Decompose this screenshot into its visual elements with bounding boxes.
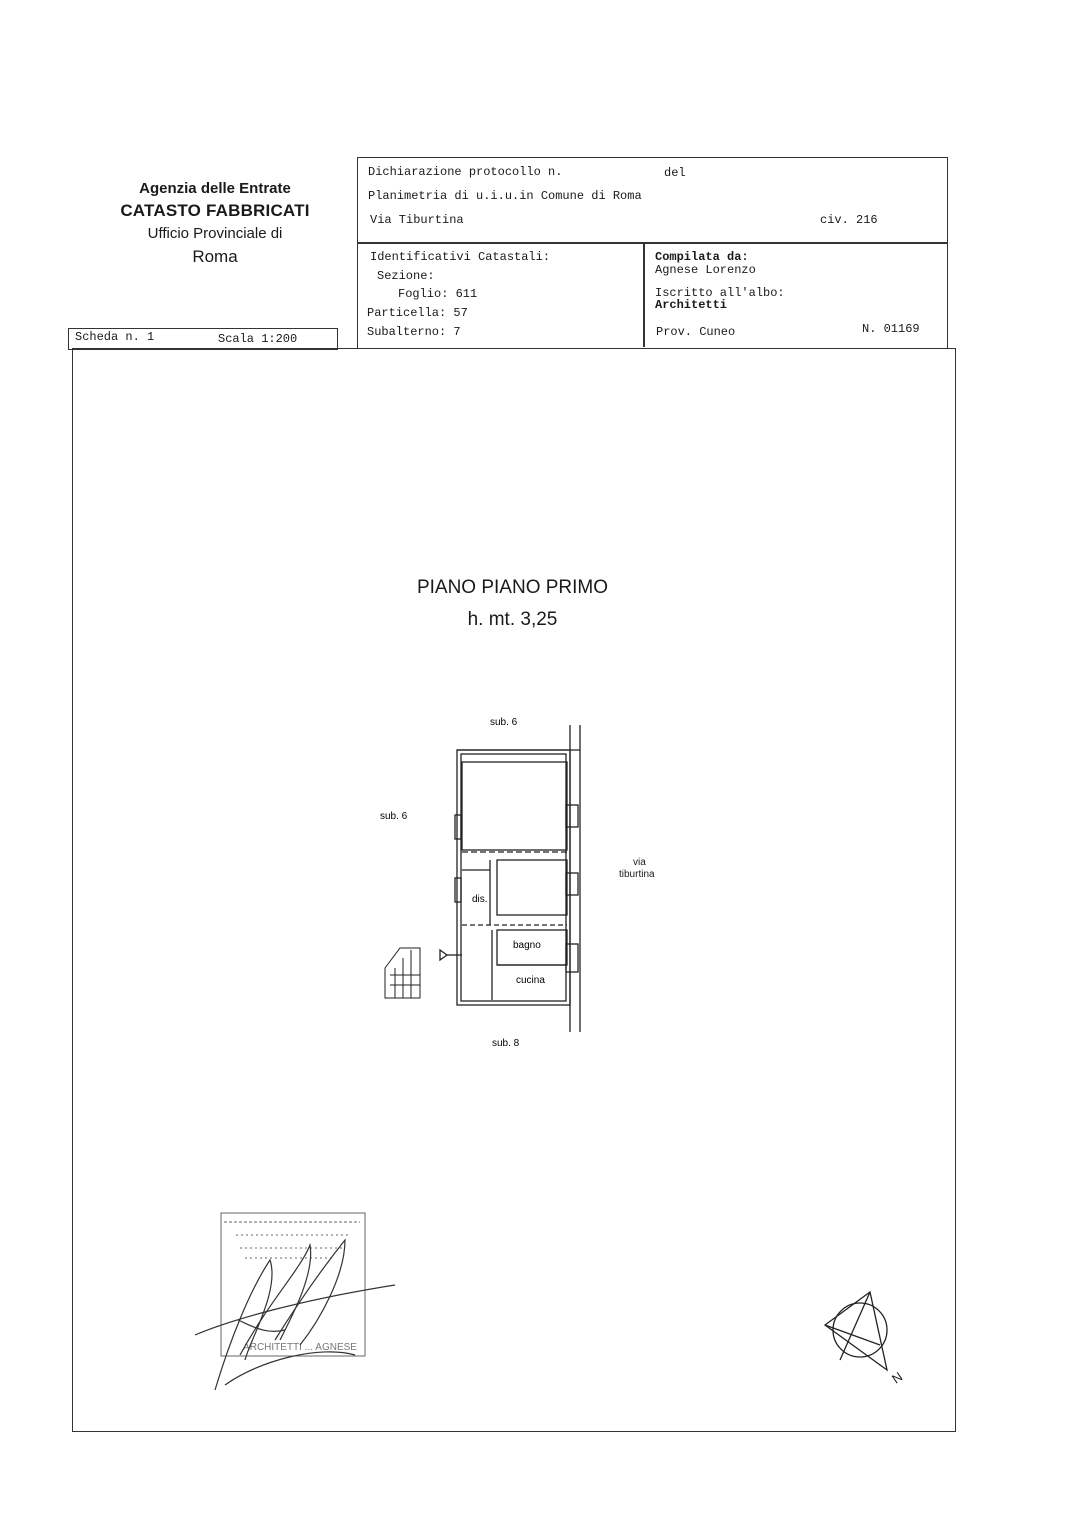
albo: Architetti [655,298,728,312]
label-sub-left: sub. 6 [380,811,408,822]
office-city: Roma [192,247,238,266]
iscritto-label: Iscritto all'albo: [655,286,785,300]
label-cucina: cucina [516,975,545,986]
foglio: Foglio: 611 [398,287,478,301]
label-via: via [633,857,646,868]
civ-number: civ. 216 [820,213,878,227]
planimetria-label: Planimetria di u.i.u.in Comune di Roma [368,189,642,203]
catasto-title: CATASTO FABBRICATI [120,201,310,220]
albo-number: N. 01169 [862,322,920,336]
office-label: Ufficio Provinciale di [147,225,283,242]
scale: Scala 1:200 [218,332,298,346]
floor-plan [370,715,600,1055]
agency-block [95,180,335,267]
dichiarazione-label: Dichiarazione protocollo n. [368,165,563,179]
north-label: N [888,1368,906,1387]
header-divider [357,242,948,244]
label-street: tiburtina [619,869,655,880]
sezione: Sezione: [377,269,435,283]
identificativi-title: Identificativi Catastali: [370,250,551,264]
stamp-signature [185,1205,400,1405]
label-bagno: bagno [513,940,541,951]
address: Via Tiburtina [370,213,464,227]
del-label: del [664,166,686,180]
floor-title: PIANO PIANO PRIMO [416,577,609,598]
north-compass-icon [815,1285,915,1395]
label-sub-top: sub. 6 [490,717,518,728]
particella: Particella: 57 [367,306,468,320]
header-column-divider [643,243,645,347]
stamp-text: ARCHITETTI ... AGNESE [243,1342,357,1353]
label-sub-bottom: sub. 8 [492,1038,520,1049]
prov: Prov. Cuneo [656,325,736,339]
compilata-name: Agnese Lorenzo [655,263,756,277]
floor-height: h. mt. 3,25 [467,609,558,630]
scheda-number: Scheda n. 1 [75,330,155,344]
compilata-label: Compilata da: [655,250,749,264]
agency-name: Agenzia delle Entrate [139,180,291,197]
label-dis: dis. [472,894,488,905]
subalterno: Subalterno: 7 [367,325,461,339]
